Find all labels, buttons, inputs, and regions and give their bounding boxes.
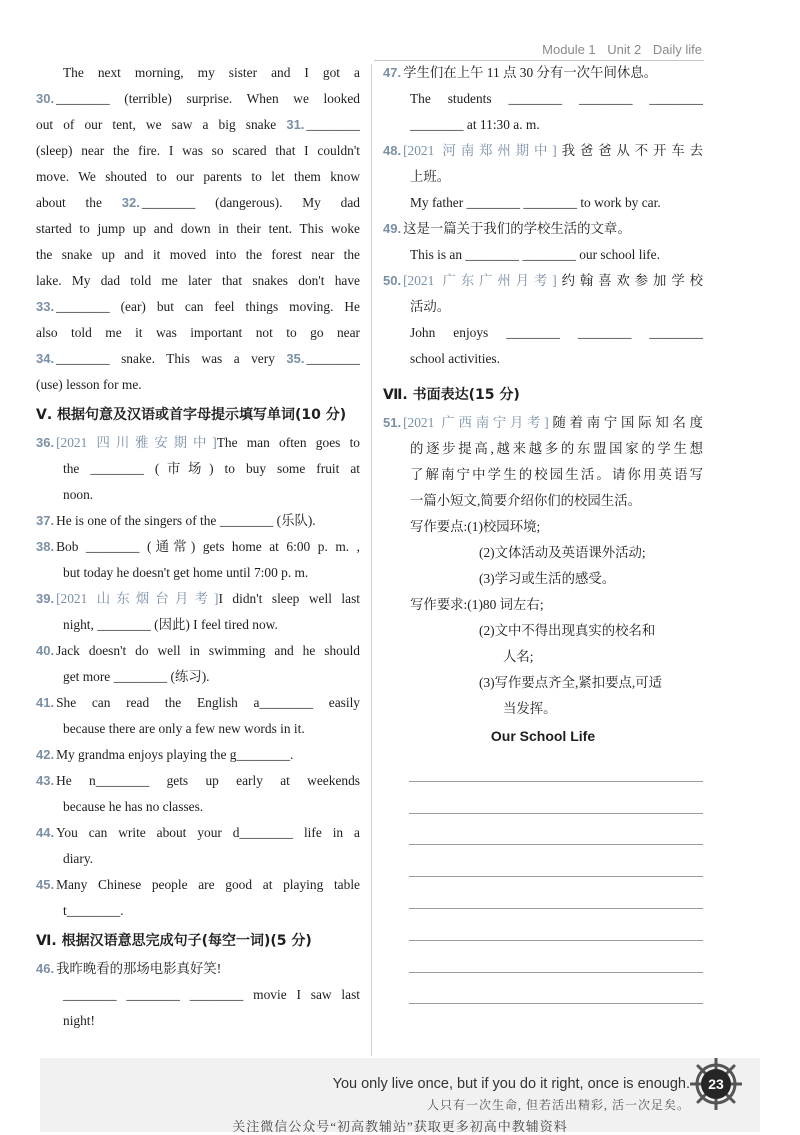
cloze-line: (use) lesson for me. xyxy=(36,377,142,392)
q-number: 47. xyxy=(383,65,402,80)
source-tag: [2021 广西南宁月考] xyxy=(403,415,549,430)
cloze-line: move. We shouted to our parents to let them know xyxy=(36,169,360,184)
question-48: 48. [2021 河南郑州期中]我爸爸从不开车去 xyxy=(383,143,704,158)
writing-requirements: 写作要求:(1)80 词左右; xyxy=(410,597,544,612)
question-43: 43. He n________ gets up early at weekends xyxy=(36,773,360,788)
cloze-line: The next morning, my sister and I got a xyxy=(63,65,360,80)
question-51: 51. [2021 广西南宁月考]随着南宁国际知名度 xyxy=(383,415,704,430)
question-46-line: night! xyxy=(63,1013,95,1028)
question-50-line: John enjoys ________ ________ ________ xyxy=(410,325,703,340)
q-number: 31. xyxy=(286,117,305,132)
right-column xyxy=(383,60,703,1004)
writing-points: 写作要点:(1)校园环境; xyxy=(410,519,541,534)
question-51-line: 一篇小短文,简要介绍你们的校园生活。 xyxy=(410,493,641,508)
q-number: 36. xyxy=(36,435,55,450)
writing-requirement: (3)写作要点齐全,紧扣要点,可适 xyxy=(479,675,662,690)
question-44: 44. You can write about your d________ life in a xyxy=(36,825,360,840)
question-44-line: diary. xyxy=(63,851,93,866)
q-number: 48. xyxy=(383,143,402,158)
question-47-line: ________ at 11:30 a. m. xyxy=(410,117,540,132)
question-45: 45. Many Chinese people are good at playing table xyxy=(36,877,360,892)
writing-requirement: 当发挥。 xyxy=(503,701,557,716)
q-number: 38. xyxy=(36,539,55,554)
cloze-line: (sleep) near the fire. I was so scared that I couldn't xyxy=(36,143,360,158)
question-51-line: 了解南宁中学生的校园生活。请你用英语写 xyxy=(410,467,703,482)
writing-line[interactable] xyxy=(409,941,703,973)
writing-line[interactable] xyxy=(409,877,703,909)
question-50: 50. [2021 广东广州月考]约翰喜欢参加学校 xyxy=(383,273,704,288)
question-37: 37. He is one of the singers of the ________ (乐队). xyxy=(36,513,316,528)
writing-requirement: 人名; xyxy=(503,649,534,664)
question-45-line: t________. xyxy=(63,903,124,918)
question-42: 42. My grandma enjoys playing the g________. xyxy=(36,747,294,762)
question-39-line: night, ________ (因此) I feel tired now. xyxy=(63,617,278,632)
writing-line[interactable] xyxy=(409,845,703,877)
header-unit: Unit 2 xyxy=(607,42,642,57)
footer-wechat-note: 关注微信公众号“初高教辅站”获取更多初高中教辅资料 xyxy=(232,1119,568,1134)
cloze-line: started to jump up and down in their tent. This woke xyxy=(36,221,360,236)
question-47-line: The students ________ ________ ________ xyxy=(410,91,703,106)
cloze-line: out of our tent, we saw a big snake 31. ________ xyxy=(36,117,360,132)
q-number: 49. xyxy=(383,221,402,236)
q-number: 43. xyxy=(36,773,55,788)
column-divider xyxy=(371,64,372,1056)
question-36: 36. [2021 四川雅安期中]The man often goes to xyxy=(36,435,360,450)
writing-area[interactable] xyxy=(383,750,703,1004)
source-tag: [2021 山东烟台月考] xyxy=(56,591,219,606)
q-number: 30. xyxy=(36,91,55,106)
question-39: 39. [2021 山东烟台月考]I didn't sleep well last xyxy=(36,591,361,606)
question-36-line: noon. xyxy=(63,487,94,502)
question-48-line: 上班。 xyxy=(410,169,451,184)
cloze-line: lake. My dad told me later that snakes don't have xyxy=(36,273,360,288)
q-number: 44. xyxy=(36,825,55,840)
question-47: 47. 学生们在上午 11 点 30 分有一次午间休息。 xyxy=(383,65,658,80)
q-number: 41. xyxy=(36,695,55,710)
question-49-line: This is an ________ ________ our school life. xyxy=(410,247,660,262)
section-heading-5: Ⅴ. 根据句意及汉语或首字母提示填写单词(10 分) xyxy=(36,407,347,423)
section-heading-6: Ⅵ. 根据汉语意思完成句子(每空一词)(5 分) xyxy=(36,933,312,949)
cloze-line: also told me it was important not to go near xyxy=(36,325,360,340)
writing-line[interactable] xyxy=(409,973,703,1005)
q-number: 40. xyxy=(36,643,55,658)
q-number: 42. xyxy=(36,747,55,762)
running-header xyxy=(534,42,702,57)
question-50-line: 活动。 xyxy=(410,299,451,314)
q-number: 37. xyxy=(36,513,55,528)
header-module: Module 1 xyxy=(542,42,596,57)
cloze-line: 30. ________ (terrible) surprise. When we looked xyxy=(36,91,360,106)
writing-point: (2)文体活动及英语课外活动; xyxy=(479,545,646,560)
footer-quote-en: You only live once, but if you do it right, once is enough. xyxy=(332,1076,690,1092)
q-number: 39. xyxy=(36,591,55,606)
cloze-line: the snake up and it moved into the forest near the xyxy=(36,247,360,262)
question-46: 46. 我昨晚看的那场电影真好笑! xyxy=(36,961,222,976)
section-heading-7: Ⅶ. 书面表达(15 分) xyxy=(383,387,520,403)
question-36-line: the ________ (市场) to buy some fruit at xyxy=(63,461,360,476)
writing-line[interactable] xyxy=(409,909,703,941)
question-49: 49. 这是一篇关于我们的学校生活的文章。 xyxy=(383,221,631,236)
q-number: 50. xyxy=(383,273,402,288)
footer-quote-cn: 人只有一次生命, 但若活出精彩, 活一次足矣。 xyxy=(426,1098,690,1112)
writing-line[interactable] xyxy=(409,814,703,846)
q-number: 45. xyxy=(36,877,55,892)
source-tag: [2021 河南郑州期中] xyxy=(403,143,557,158)
q-number: 35. xyxy=(286,351,305,366)
question-40: 40. Jack doesn't do well in swimming and he should xyxy=(36,643,360,658)
question-48-line: My father ________ ________ to work by car. xyxy=(410,195,661,210)
writing-line[interactable] xyxy=(409,750,703,782)
q-number: 33. xyxy=(36,299,55,314)
source-tag: [2021 广东广州月考] xyxy=(403,273,557,288)
q-number: 51. xyxy=(383,415,402,430)
question-40-line: get more ________ (练习). xyxy=(63,669,210,684)
question-38: 38. Bob ________ (通常) gets home at 6:00 p. m. , xyxy=(36,539,360,554)
essay-title: Our School Life xyxy=(490,728,596,744)
cloze-line: 34. ________ snake. This was a very 35. ________ xyxy=(36,351,360,366)
cloze-line: 33. ________ (ear) but can feel things moving. He xyxy=(36,299,360,314)
question-51-line: 的逐步提高,越来越多的东盟国家的学生想 xyxy=(410,441,703,456)
cloze-line: about the 32. ________ (dangerous). My dad xyxy=(36,195,361,210)
left-column xyxy=(36,60,360,1034)
writing-point: (3)学习或生活的感受。 xyxy=(479,571,616,586)
cloze-passage xyxy=(36,60,360,398)
question-50-line: school activities. xyxy=(410,351,500,366)
question-43-line: because he has no classes. xyxy=(63,799,204,814)
question-46-line: ________ ________ ________ movie I saw last xyxy=(63,987,360,1002)
writing-requirement: (2)文中不得出现真实的校名和 xyxy=(479,623,656,638)
question-41-line: because there are only a few new words in it. xyxy=(63,721,305,736)
q-number: 46. xyxy=(36,961,55,976)
source-tag: [2021 四川雅安期中] xyxy=(56,435,217,450)
question-38-line: but today he doesn't get home until 7:00 p. m. xyxy=(63,565,309,580)
q-number: 32. xyxy=(121,195,140,210)
writing-line[interactable] xyxy=(409,782,703,814)
question-41: 41. She can read the English a________ easily xyxy=(36,695,360,710)
header-topic: Daily life xyxy=(652,42,702,57)
q-number: 34. xyxy=(36,351,55,366)
page-number-badge: 23 xyxy=(701,1069,731,1099)
